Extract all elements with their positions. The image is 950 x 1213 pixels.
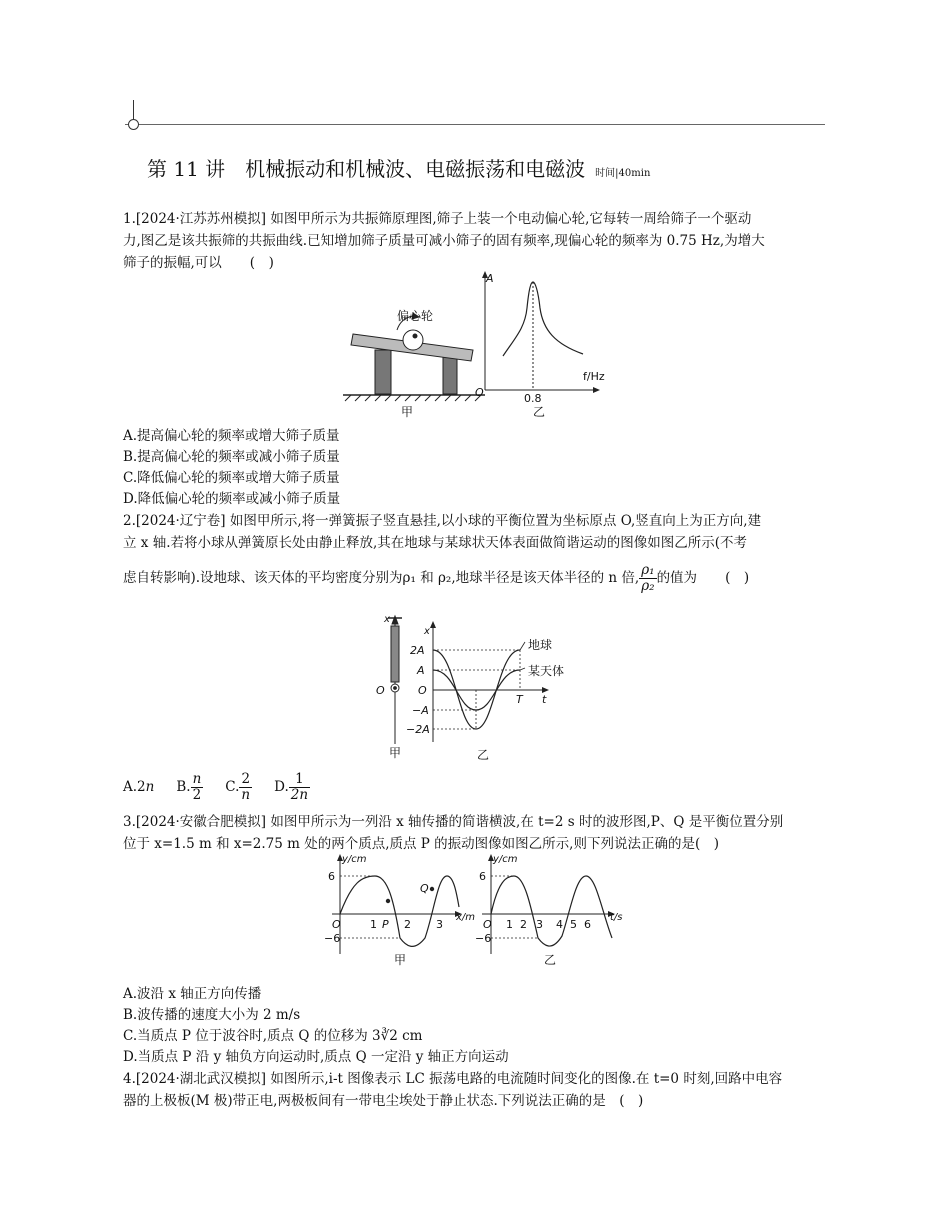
tick-o: O — [418, 684, 427, 697]
q2-line3-text: 虑自转影响).设地球、该天体的平均密度分别为ρ₁ 和 ρ₂,地球半径是该天体半径的 n 倍, — [123, 570, 640, 586]
caption-yi: 乙 — [533, 405, 546, 418]
wave-curve — [340, 876, 459, 946]
tick-neg-a: −A — [412, 704, 429, 717]
yi-tick-5: 5 — [570, 918, 577, 931]
q1-option-a: A.提高偏心轮的频率或增大筛子质量 — [123, 428, 340, 444]
yi-tick-6: 6 — [479, 870, 486, 883]
spring-oscillator — [388, 616, 402, 744]
yi-tick-3: 3 — [536, 918, 543, 931]
q3-option-a: A.波沿 x 轴正方向传播 — [123, 986, 262, 1002]
q2-option-b: B. $\frac{n}{2}$ — [176, 771, 202, 803]
spring-x-label: x — [384, 614, 390, 625]
spring-origin-label: O — [376, 684, 385, 697]
caption-jia: 甲 — [389, 746, 402, 760]
jia-tick-neg6: −6 — [324, 932, 341, 945]
caption-jia: 甲 — [401, 405, 414, 418]
yi-tick-2: 2 — [520, 918, 527, 931]
q2-line2: 立 x 轴.若将小球从弹簧原长处由静止释放,其在地球与某球状天体表面做简谐运动的图像如图乙所示(不考 — [123, 535, 748, 551]
q1-answer-paren: ( ) — [249, 255, 274, 271]
header-rule — [125, 124, 825, 125]
tick-neg-2a: −2A — [406, 723, 430, 736]
jia-tick-o: O — [332, 918, 341, 931]
q1-figure — [335, 268, 625, 418]
q2-figure — [370, 612, 600, 767]
axis-a-label: A — [486, 272, 494, 285]
sieve-diagram — [343, 313, 485, 401]
yi-tick-1: 1 — [506, 918, 513, 931]
jia-q-label: Q — [420, 882, 429, 895]
q4-line2: 器的上极板(M 极)带正电,两极板间有一带电尘埃处于静止状态.下列说法正确的是 ( ) — [123, 1093, 644, 1109]
binding-mark-dot — [128, 119, 139, 130]
jia-tick-1: 1 — [370, 918, 377, 931]
jia-tick-3: 3 — [436, 918, 443, 931]
q2-answer-paren: ( ) — [725, 570, 750, 586]
q2-line3 — [123, 563, 749, 594]
chart-x-label: x — [424, 626, 430, 637]
q1-option-d: D.降低偏心轮的频率或减小筛子质量 — [123, 491, 341, 507]
yi-tick-o: O — [483, 918, 492, 931]
page-title — [147, 153, 650, 182]
jia-x-label: x/m — [456, 912, 476, 923]
point-p — [386, 899, 390, 903]
yi-tick-4: 4 — [556, 918, 563, 931]
point-q — [430, 887, 434, 891]
rho-ratio-num: ρ₁ — [641, 562, 655, 578]
q1-option-c: C.降低偏心轮的频率或增大筛子质量 — [123, 470, 340, 486]
yi-tick-6x: 6 — [584, 918, 591, 931]
q1-line3-text: 筛子的振幅,可以 — [123, 255, 222, 271]
q1-line1: 1.[2024·江苏苏州模拟] 如图甲所示为共振筛原理图,筛子上装一个电动偏心轮,它每转一周给筛子一个驱动 — [123, 211, 752, 227]
q1-option-b: B.提高偏心轮的频率或减小筛子质量 — [123, 449, 340, 465]
period-label: T — [516, 693, 523, 706]
caption-yi: 乙 — [477, 748, 490, 762]
jia-y-label: y/cm — [342, 854, 367, 865]
wheel-label: 偏心轮 — [397, 309, 434, 323]
wave-chart — [332, 854, 462, 954]
vibration-curve — [491, 876, 612, 946]
rho-ratio-fraction — [639, 563, 656, 594]
origin-label: O — [475, 386, 484, 399]
q3-option-d: D.当质点 P 沿 y 轴负方向运动时,质点 Q 一定沿 y 轴正方向运动 — [123, 1049, 509, 1065]
q3-option-b: B.波传播的速度大小为 2 m/s — [123, 1007, 301, 1023]
q4-line1: 4.[2024·湖北武汉模拟] 如图所示,i-t 图像表示 LC 振荡电路的电流随时间变化的图像.在 t=0 时刻,回路中电容 — [123, 1071, 783, 1087]
yi-tick-neg6: −6 — [475, 932, 492, 945]
jia-tick-p: P — [382, 918, 389, 931]
caption-jia: 甲 — [394, 953, 407, 967]
title-text: 第 11 讲 机械振动和机械波、电磁振荡和电磁波 — [147, 157, 586, 181]
q2-option-d: D. $\frac{1}{2n}$ — [274, 771, 309, 803]
q3-line1: 3.[2024·安徽合肥模拟] 如图甲所示为一列沿 x 轴传播的简谐横波,在 t=2 s 时的波形图,P、Q 是平衡位置分别 — [123, 814, 784, 830]
jia-tick-2: 2 — [404, 918, 411, 931]
q2-line1: 2.[2024·辽宁卷] 如图甲所示,将一弹簧振子竖直悬挂,以小球的平衡位置为坐标原点 O,竖直向上为正方向,建 — [123, 513, 762, 529]
q2-option-a: A.2n — [123, 779, 155, 795]
jia-tick-6: 6 — [328, 870, 335, 883]
q2-line3-end: 的值为 — [656, 570, 698, 586]
q1-line2: 力,图乙是该共振筛的共振曲线.已知增加筛子质量可减小筛子的固有频率,现偏心轮的频率为 0.75 Hz,为增大 — [123, 233, 765, 249]
q1-line3 — [123, 253, 274, 274]
earth-legend: 地球 — [528, 638, 553, 652]
resonance-curve — [503, 282, 583, 356]
q3-figure — [322, 852, 632, 974]
axis-f-label: f/Hz — [583, 370, 605, 383]
yi-x-label: t/s — [610, 912, 623, 923]
yi-y-label: y/cm — [493, 854, 518, 865]
peak-freq-label: 0.8 — [524, 392, 542, 405]
q3-line2: 位于 x=1.5 m 和 x=2.75 m 处的两个质点,质点 P 的振动图像如图乙所示,则下列说法正确的是( ) — [123, 836, 720, 852]
q2-option-c: C. $\frac{2}{n}$ — [225, 771, 251, 803]
t-axis-label: t — [542, 693, 547, 706]
q2-options — [123, 772, 310, 803]
q3-option-c: C.当质点 P 位于波谷时,质点 Q 的位移为 3∛2 cm — [123, 1028, 423, 1044]
time-limit: 时间|40min — [595, 168, 651, 179]
caption-yi: 乙 — [544, 953, 557, 967]
rho-ratio-den: ρ₂ — [641, 578, 655, 594]
body-legend: 某天体 — [528, 664, 565, 678]
vibration-chart — [482, 854, 615, 954]
tick-a: A — [417, 664, 425, 677]
tick-2a: 2A — [410, 644, 425, 657]
